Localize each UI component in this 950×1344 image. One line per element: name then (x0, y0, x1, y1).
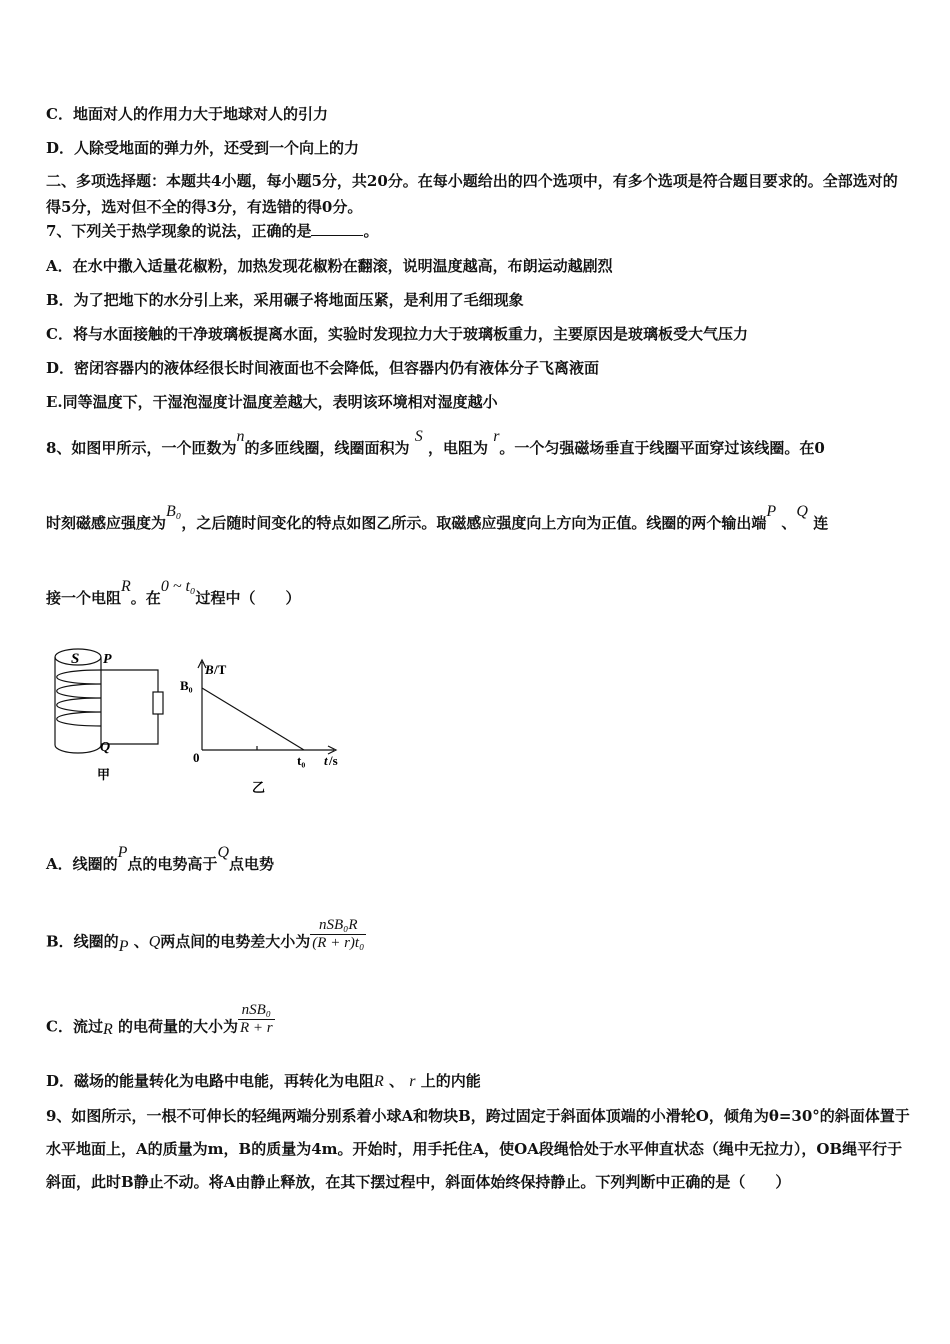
var-r: r (409, 1073, 416, 1090)
q8-text: 过程中（ ） (195, 589, 301, 607)
q8-text: 的多匝线圈，线圈面积为 (244, 439, 410, 457)
q8-option-c (46, 1002, 275, 1045)
var-n: n (236, 428, 245, 445)
option-d-prev: D．人除受地面的弹力外，还受到一个向上的力 (46, 139, 360, 157)
var-P: P (117, 844, 128, 861)
q8-option-a (46, 844, 275, 874)
q7-stem (46, 220, 378, 241)
q9-stem: 9、如图所示，一根不可伸长的轻绳两端分别系着小球A和物块B，跨过固定于斜面体顶端的小滑轮O，倾角为θ=30°的斜面体置于水平地面上，A的质量为m，B的质量为4m。开始时，用手托住A，使OA段绳恰处于水平伸直状态（绳中无拉力），OB绳平行于斜面，此时B静止不动。将A由静止释放，在其下摆过程中，斜面体始终保持静止。下列判断中正确的是（ ） (46, 1107, 910, 1191)
q8-opt-text: 上的内能 (420, 1072, 481, 1090)
var-P: P (766, 503, 777, 520)
var-interval: 0 ~ t₀ (160, 578, 196, 595)
var-R: R (121, 578, 131, 595)
fig-yi-xtick-t0: t₀ (297, 753, 306, 768)
q7-stem-text: 7、下列关于热学现象的说法，正确的是 (46, 222, 312, 240)
q8-text: ，之后随时间变化的特点如图乙所示。取磁感应强度向上方向为正值。线圈的两个输出端 (181, 514, 767, 532)
q7-option-a: A．在水中撒入适量花椒粉，加热发现花椒粉在翻滚，说明温度越高，布朗运动越剧烈 (46, 257, 613, 275)
q8-text: 。一个匀强磁场垂直于线圈平面穿过该线圈。在0 (499, 439, 825, 457)
fig-jia-label-P: P (103, 652, 112, 667)
var-Q: Q (217, 844, 229, 861)
q8-text: 。在 (130, 589, 161, 607)
q8-sep: 、 (133, 932, 149, 951)
q7-answer-blank[interactable] (311, 223, 363, 236)
fig-jia-label-S: S (71, 651, 80, 667)
fraction-numerator: nSB₀R (310, 917, 366, 935)
q7-option-e: E.同等温度下，干湿泡湿度计温度差越大，表明该环境相对湿度越小 (46, 393, 498, 411)
q8-opt-text: 两点间的电势差大小为 (160, 932, 311, 951)
fig-yi-xlabel-unit: /s (329, 753, 338, 768)
q7-option-b: B．为了把地下的水分引上来，采用碾子将地面压紧，是利用了毛细现象 (46, 291, 524, 309)
q7-option-d: D．密闭容器内的液体经很长时间液面也不会降低，但容器内仍有液体分子飞离液面 (46, 359, 600, 377)
q8-line-1 (46, 428, 825, 458)
q7-stem-end: 。 (363, 222, 379, 240)
q8-sep: 、 (389, 1072, 405, 1090)
fraction-charge (238, 1002, 275, 1037)
figure-yi-b-t-graph (176, 650, 356, 800)
q8-line-3 (46, 578, 301, 608)
q8-opt-text: D．磁场的能量转化为电路中电能，再转化为电阻 (46, 1072, 375, 1090)
q8-opt-text: A．线圈的 (46, 855, 118, 873)
section-2-heading: 二、多项选择题：本题共4小题，每小题5分，共20分。在每小题给出的四个选项中，有多个选项是符合题目要求的。全部选对的得5分，选对但不全的得3分，有选错的得0分。 (46, 172, 898, 216)
q8-sep: 、 (781, 514, 797, 532)
var-Q: Q (148, 933, 161, 951)
fig-yi-ylabel-var: B (205, 662, 214, 677)
q8-opt-text: C．流过 (46, 1017, 103, 1036)
var-B0: B₀ (166, 503, 182, 520)
var-R: R (102, 1020, 113, 1038)
fraction-denominator: R + r (239, 1020, 273, 1036)
q8-text: 8、如图甲所示，一个匝数为 (46, 439, 237, 457)
var-P: P (118, 937, 129, 955)
q8-opt-text: 点电势 (229, 855, 275, 873)
q8-text: 接一个电阻 (46, 589, 122, 607)
option-c-prev: C．地面对人的作用力大于地球对人的引力 (46, 105, 328, 123)
fig-yi-ytick-B0: B₀ (180, 678, 193, 693)
var-Q: Q (796, 503, 808, 520)
b-decay-line (202, 688, 304, 750)
q8-opt-text: 的电荷量的大小为 (117, 1017, 238, 1036)
q8-option-d (46, 1070, 481, 1091)
fraction-numerator: nSB₀ (238, 1002, 275, 1020)
var-S: S (414, 428, 423, 445)
fig-yi-ylabel-unit: /T (214, 662, 227, 677)
q8-line-2 (46, 503, 829, 533)
q7-option-c: C．将与水面接触的干净玻璃板提离水面，实验时发现拉力大于玻璃板重力，主要原因是玻璃板受大气压力 (46, 325, 748, 343)
fig-yi-caption: 乙 (252, 780, 266, 795)
fraction-denominator: (R + r)t₀ (312, 935, 365, 951)
q8-text: 时刻磁感应强度为 (46, 514, 167, 532)
q8-text: ，电阻为 (427, 439, 488, 457)
fig-jia-label-Q: Q (100, 740, 111, 755)
q8-text: 连 (813, 514, 829, 532)
fig-yi-xlabel-var: t (324, 753, 328, 768)
q8-opt-text: 点的电势高于 (127, 855, 218, 873)
var-R: R (374, 1073, 384, 1090)
figure-jia-coil-circuit (40, 640, 170, 785)
fig-jia-caption: 甲 (97, 767, 111, 782)
q8-opt-text: B．线圈的 (46, 932, 119, 951)
fraction-voltage (310, 917, 366, 952)
q8-option-b (46, 917, 366, 960)
fig-yi-origin: 0 (193, 750, 200, 765)
var-r: r (493, 428, 500, 445)
